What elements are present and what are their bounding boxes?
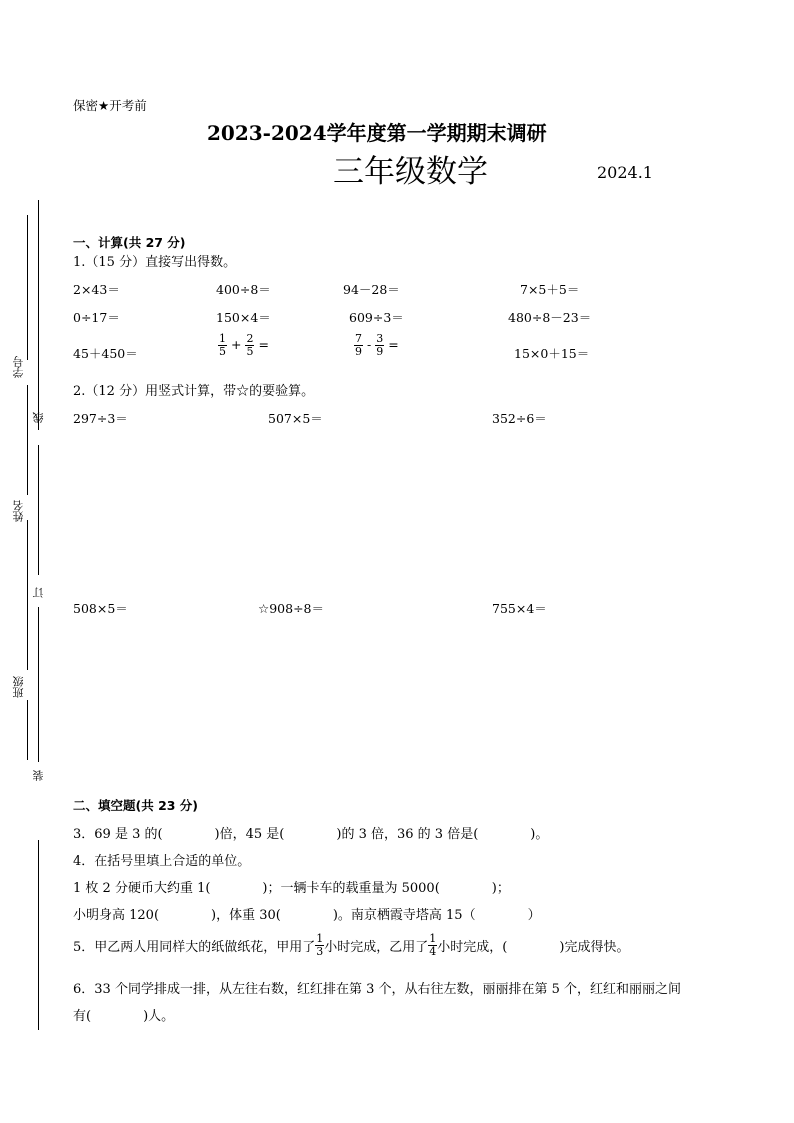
q3-text: 3．69 是 3 的( )倍，45 是( )的 3 倍，36 的 3 倍是( )。 (73, 827, 549, 842)
q2-item: 507×5＝ (268, 411, 323, 426)
q1-fraction-expression: $\frac{1}{5}$ + $\frac{2}{5}$ = (219, 332, 269, 358)
class-line-lower (27, 700, 28, 760)
student-id-line (27, 215, 28, 360)
q1-item: 609÷3＝ (349, 310, 404, 325)
q4-line2: 小明身高 120( )，体重 30( )。南京栖霞寺塔高 15（ ） (73, 908, 541, 923)
section1-heading: 一、计算(共 27 分) (73, 235, 186, 250)
q1-item: 0÷17＝ (73, 310, 120, 325)
exam-date: 2024.1 (597, 163, 653, 182)
q2-item: 508×5＝ (73, 601, 128, 616)
q1-item: 480÷8－23＝ (508, 310, 592, 325)
binding-order-label: 订 (32, 587, 45, 598)
q1-item: 94－28＝ (343, 282, 400, 297)
q1-item: 150×4＝ (216, 310, 271, 325)
q2-item: 755×4＝ (492, 601, 547, 616)
student-id-label: 学号 (12, 356, 25, 378)
binding-bind-label: 装 (32, 770, 45, 781)
q5-text: 5．甲乙两人用同样大的纸做纸花，甲用了 $\frac{1}{3}$ 小时完成，乙用了 $\frac{1}{4}$ 小时完成，( )完成得快。 (73, 932, 630, 958)
q4-label: 4．在括号里填上合适的单位。 (73, 854, 251, 869)
binding-line-top (38, 200, 39, 430)
q4-line1: 1 枚 2 分硬币大约重 1( )；一辆卡车的载重量为 5000( )； (73, 881, 510, 896)
q2-item: 352÷6＝ (492, 411, 547, 426)
q6-line1: 6．33 个同学排成一排，从左往右数，红红排在第 3 个，从右往左数，丽丽排在第 5 个，红红和丽丽之间 (73, 982, 682, 997)
q2-item: ☆908÷8＝ (258, 601, 324, 616)
q1-item: 45＋450＝ (73, 346, 138, 361)
class-line (27, 520, 28, 670)
q1-fraction-expression: $\frac{7}{9}$ - $\frac{3}{9}$ = (355, 332, 399, 358)
exam-title: 2023-2024学年度第一学期期末调研 (207, 121, 547, 145)
binding-line-lower (38, 607, 39, 762)
name-line (27, 385, 28, 495)
name-label: 姓名 (12, 500, 25, 522)
q1-label: 1.（15 分）直接写出得数。 (73, 255, 237, 270)
q6-line2: 有( )人。 (73, 1009, 175, 1024)
confidential-mark: 保密★开考前 (73, 98, 147, 113)
q1-item: 15×0＋15＝ (514, 346, 590, 361)
section2-heading: 二、填空题(共 23 分) (73, 798, 199, 813)
class-label: 班级 (12, 676, 25, 698)
q1-item: 7×5＋5＝ (520, 282, 580, 297)
q1-item: 2×43＝ (73, 282, 120, 297)
binding-line-bottom (38, 840, 39, 1030)
q2-item: 297÷3＝ (73, 411, 128, 426)
subject-title: 三年级数学 (333, 154, 488, 190)
q2-label: 2.（12 分）用竖式计算，带☆的要验算。 (73, 384, 315, 399)
binding-line-middle (38, 445, 39, 575)
q1-item: 400÷8＝ (216, 282, 271, 297)
binding-line-label: 线 (32, 412, 45, 423)
